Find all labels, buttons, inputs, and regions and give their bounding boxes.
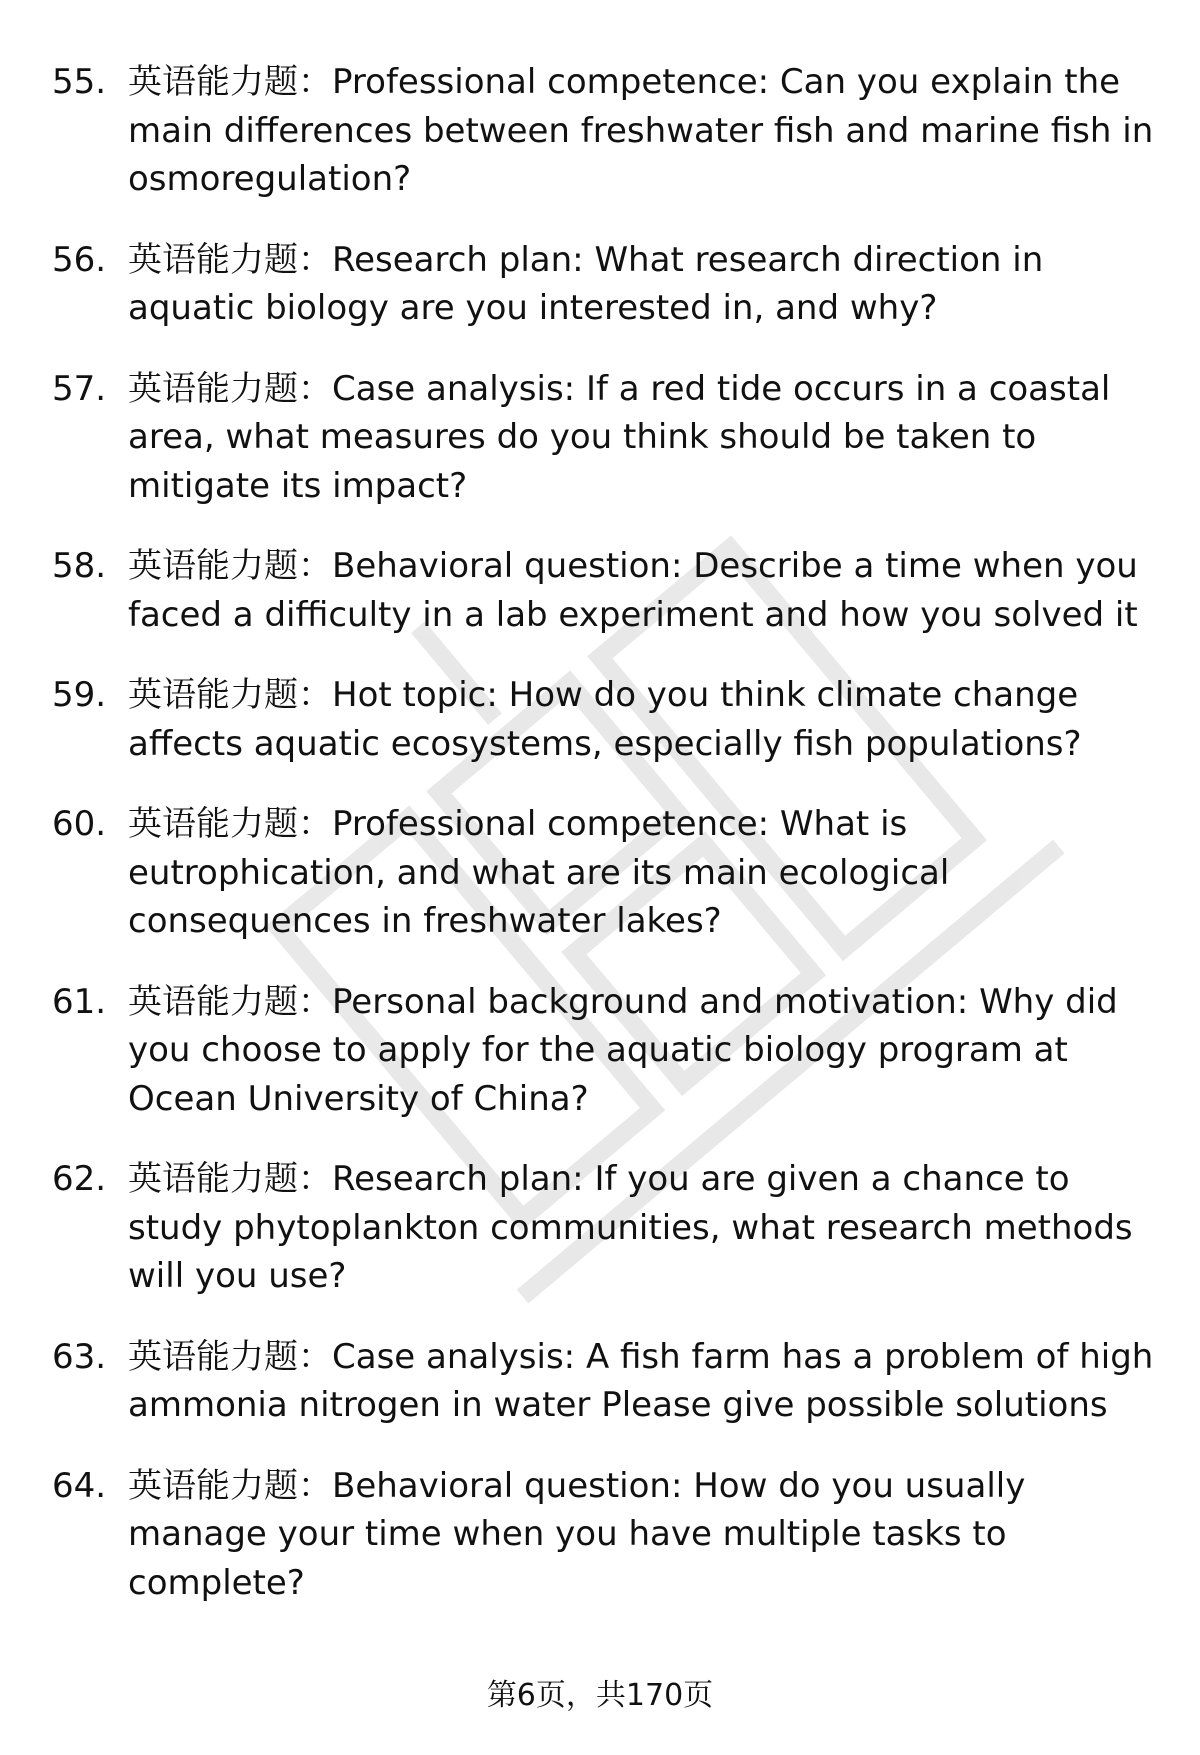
question-prefix: 英语能力题：: [128, 62, 332, 102]
question-text: [128, 236, 1162, 333]
page-number-label: 第6页，共170页: [486, 1678, 714, 1713]
question-number: 64.: [52, 1465, 107, 1506]
question-prefix: 英语能力题：: [128, 1465, 332, 1506]
question-item: [52, 978, 1162, 1124]
question-text: [128, 671, 1162, 768]
question-body: Case analysis: If a red tide occurs in a coastal area, what measures do you think should be taken to mitigate its impact?: [128, 368, 1111, 506]
question-item: [52, 542, 1162, 639]
question-text: [128, 1333, 1162, 1430]
question-number: 58.: [52, 546, 107, 586]
question-number: 56.: [52, 239, 107, 280]
question-item: [52, 58, 1162, 204]
question-number: 61.: [52, 981, 107, 1022]
question-body: Behavioral question: How do you usually manage your time when you have multiple tasks to complete?: [128, 1465, 1026, 1603]
question-number: 60.: [52, 804, 107, 844]
question-body: Research plan: If you are given a chance to study phytoplankton communities, what research methods will you use?: [128, 1159, 1133, 1296]
question-prefix: 英语能力题：: [128, 981, 332, 1022]
question-item: [52, 671, 1162, 768]
question-body: Behavioral question: Describe a time when you faced a difficulty in a lab experiment and how you solved it: [128, 546, 1138, 635]
question-item: [52, 365, 1162, 511]
question-number: 62.: [52, 1159, 107, 1199]
question-text: [128, 365, 1162, 511]
question-body: Personal background and motivation: Why did you choose to apply for the aquatic biology program at Ocean University of China?: [128, 981, 1118, 1119]
question-item: [52, 236, 1162, 333]
question-body: Professional competence: Can you explain the main differences between freshwater fish and marine fish in osmoregulation?: [128, 62, 1154, 199]
page-footer: [0, 1676, 1200, 1716]
question-number: 59.: [52, 675, 107, 715]
question-item: [52, 1462, 1162, 1608]
question-list: [52, 58, 1162, 1639]
question-number: 55.: [52, 62, 107, 102]
question-number: 63.: [52, 1336, 107, 1377]
question-prefix: 英语能力题：: [128, 239, 332, 280]
question-text: [128, 800, 1162, 946]
question-body: Hot topic: How do you think climate change affects aquatic ecosystems, especially fish populations?: [128, 675, 1082, 764]
question-text: [128, 978, 1162, 1124]
question-number: 57.: [52, 368, 107, 409]
question-prefix: 英语能力题：: [128, 1336, 332, 1377]
question-prefix: 英语能力题：: [128, 546, 332, 586]
question-item: [52, 1333, 1162, 1430]
question-text: [128, 1155, 1162, 1301]
question-body: Research plan: What research direction in aquatic biology are you interested in, and why?: [128, 239, 1044, 328]
question-prefix: 英语能力题：: [128, 1159, 332, 1199]
question-body: Professional competence: What is eutrophication, and what are its main ecological consequences in freshwater lakes?: [128, 804, 950, 941]
question-text: [128, 58, 1162, 204]
question-prefix: 英语能力题：: [128, 675, 332, 715]
question-body: Case analysis: A fish farm has a problem of high ammonia nitrogen in water Please give possible solutions: [128, 1336, 1154, 1425]
question-text: [128, 1462, 1162, 1608]
question-prefix: 英语能力题：: [128, 368, 332, 409]
question-text: [128, 542, 1162, 639]
question-prefix: 英语能力题：: [128, 804, 332, 844]
question-item: [52, 1155, 1162, 1301]
question-item: [52, 800, 1162, 946]
